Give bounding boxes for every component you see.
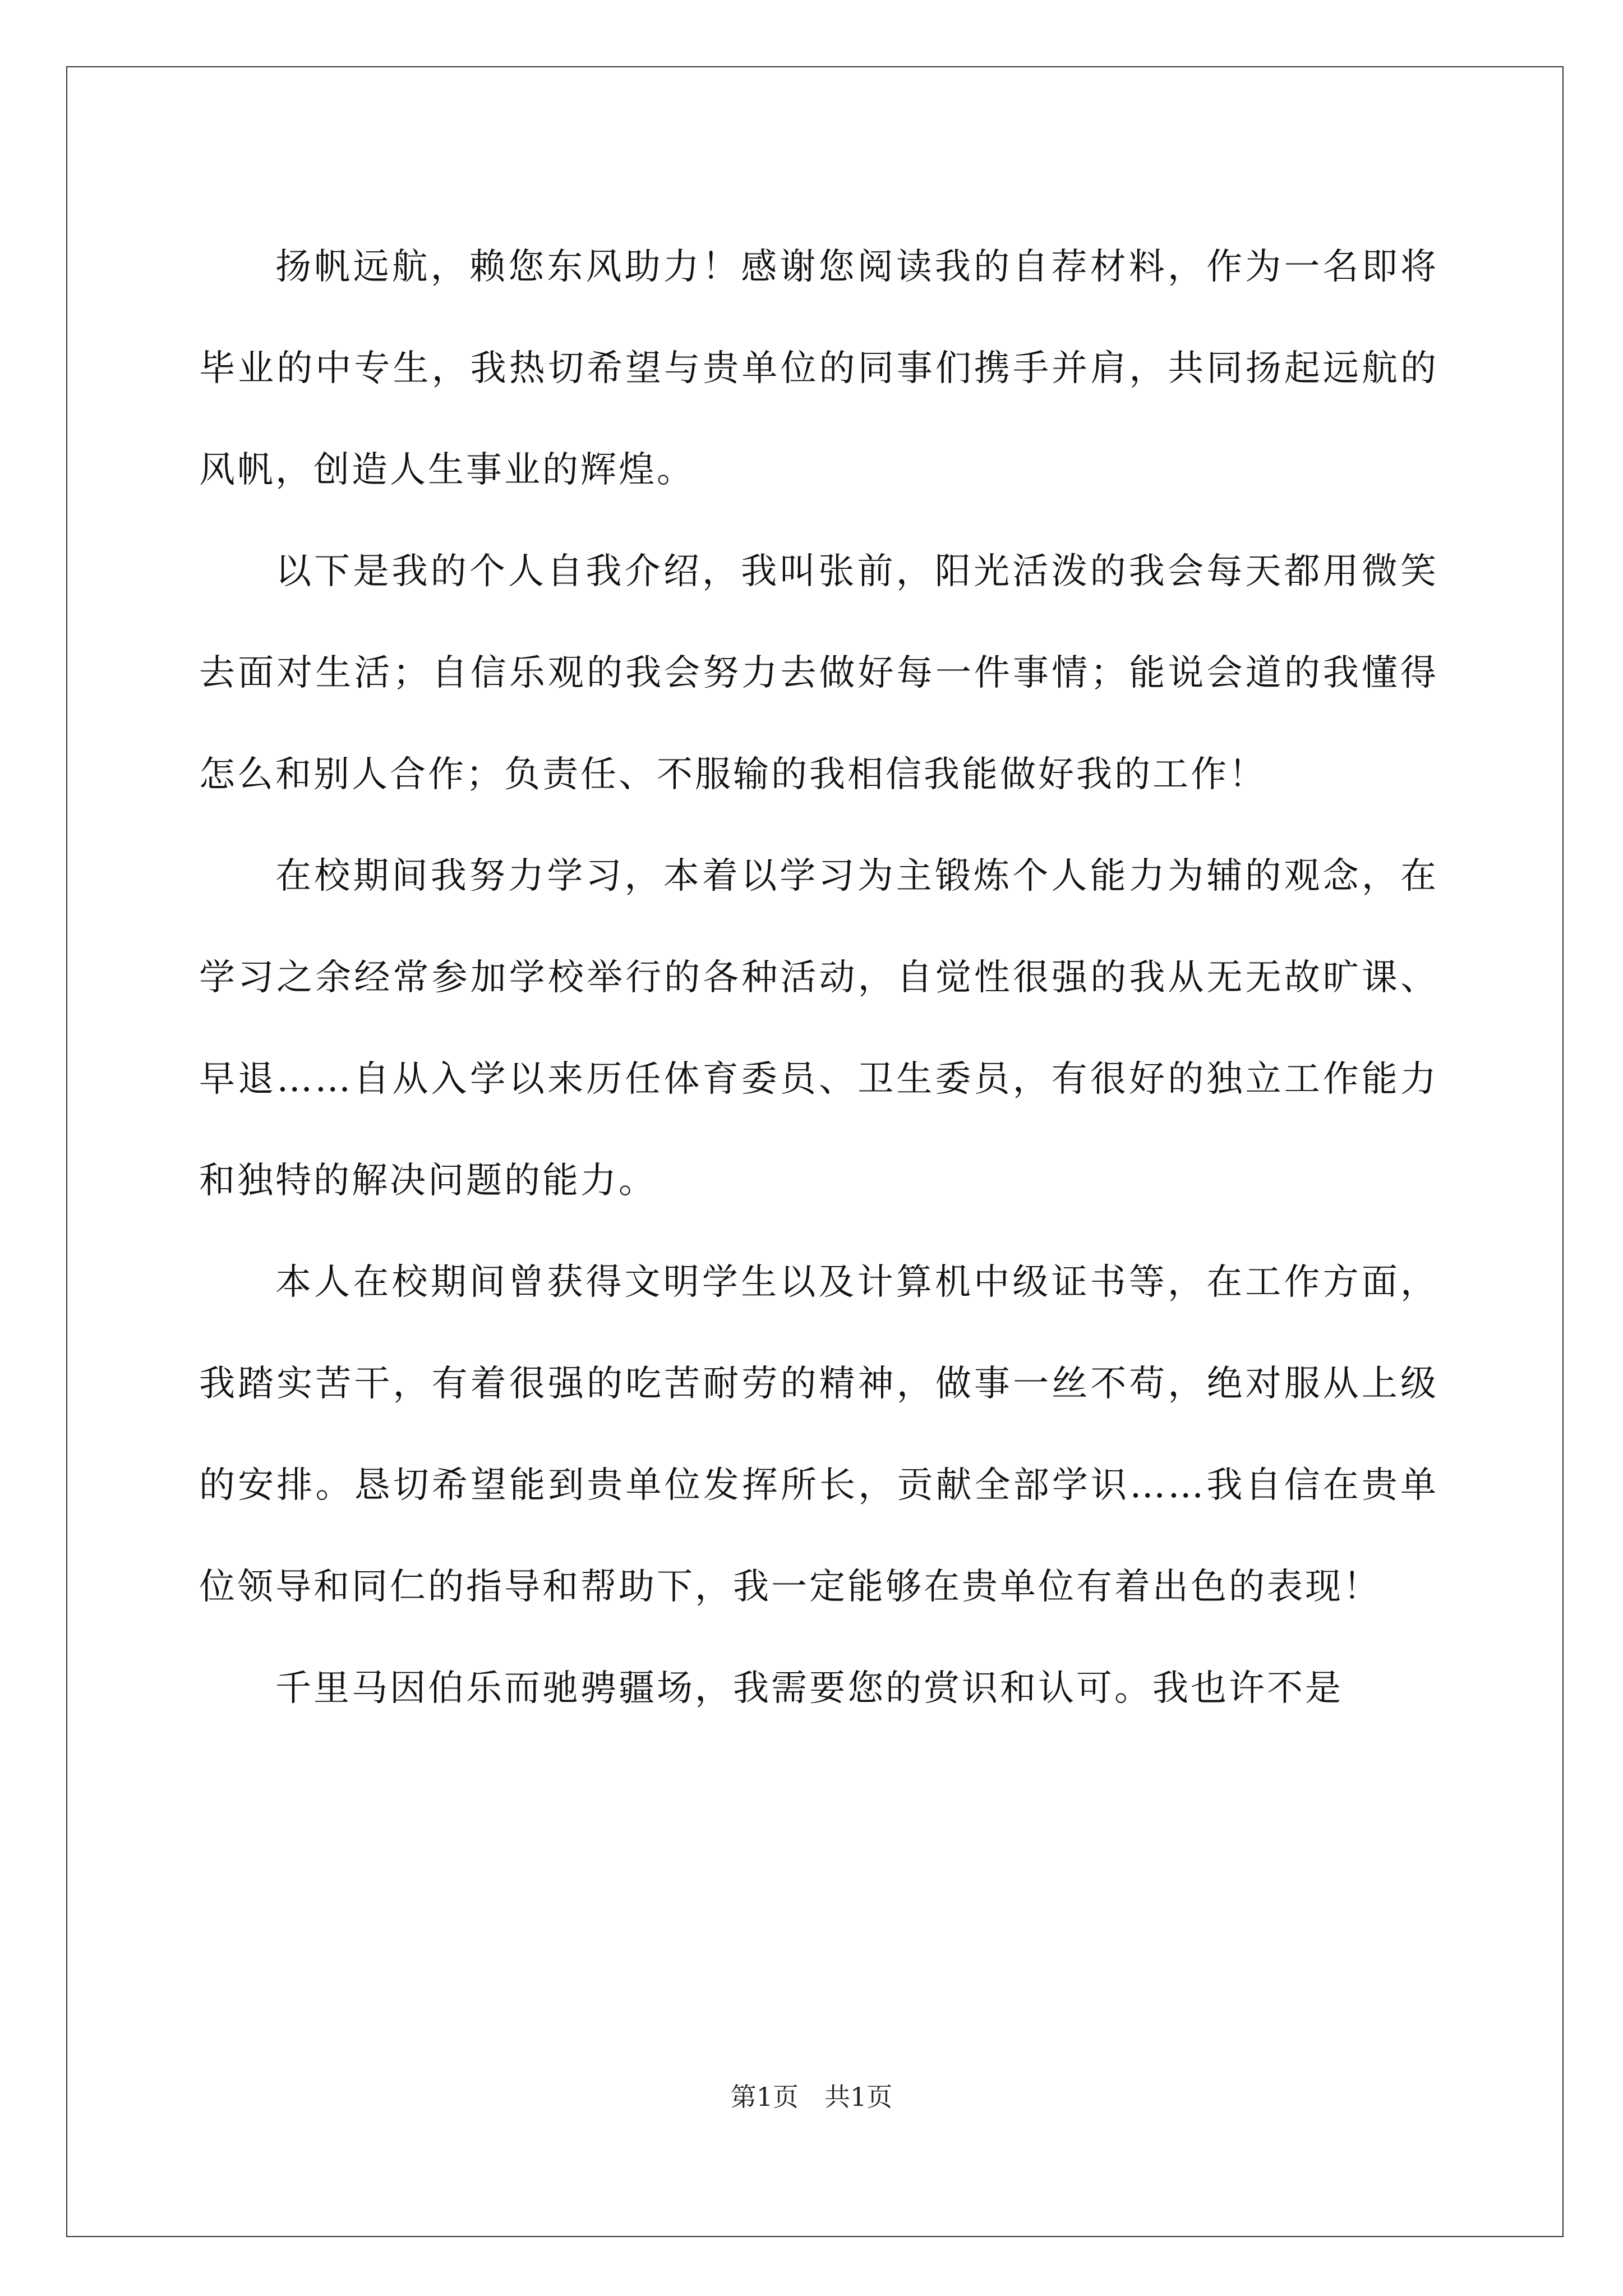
paragraph-4: 本人在校期间曾获得文明学生以及计算机中级证书等，在工作方面，我踏实苦干，有着很强的吃苦耐劳的精神，做事一丝不苟，绝对服从上级的安排。恳切希望能到贵单位发挥所长，贡献全部学识……我自信在贵单位领导和同仁的指导和帮助下，我一定能够在贵单位有着出色的表现！: [199, 1262, 1438, 1608]
paragraph-2: 以下是我的个人自我介绍，我叫张前，阳光活泼的我会每天都用微笑去面对生活；自信乐观的我会努力去做好每一件事情；能说会道的我懂得怎么和别人合作；负责任、不服输的我相信我能做好我的工作！: [199, 551, 1438, 795]
paragraph-3: 在校期间我努力学习，本着以学习为主锻炼个人能力为辅的观念，在学习之余经常参加学校举行的各种活动，自觉性很强的我从无无故旷课、早退……自从入学以来历任体育委员、卫生委员，有很好的独立工作能力和独特的解决问题的能力。: [199, 855, 1438, 1202]
page-number-label: 第1页 共1页: [730, 2082, 893, 2112]
paragraph-1: 扬帆远航，赖您东风助力！感谢您阅读我的自荐材料，作为一名即将毕业的中专生，我热切希望与贵单位的同事们携手并肩，共同扬起远航的风帆，创造人生事业的辉煌。: [199, 246, 1438, 491]
document-body: [199, 217, 1438, 1740]
paragraph-5: 千里马因伯乐而驰骋疆场，我需要您的赏识和认可。我也许不是: [275, 1668, 1343, 1709]
page-footer: [0, 2080, 1623, 2114]
